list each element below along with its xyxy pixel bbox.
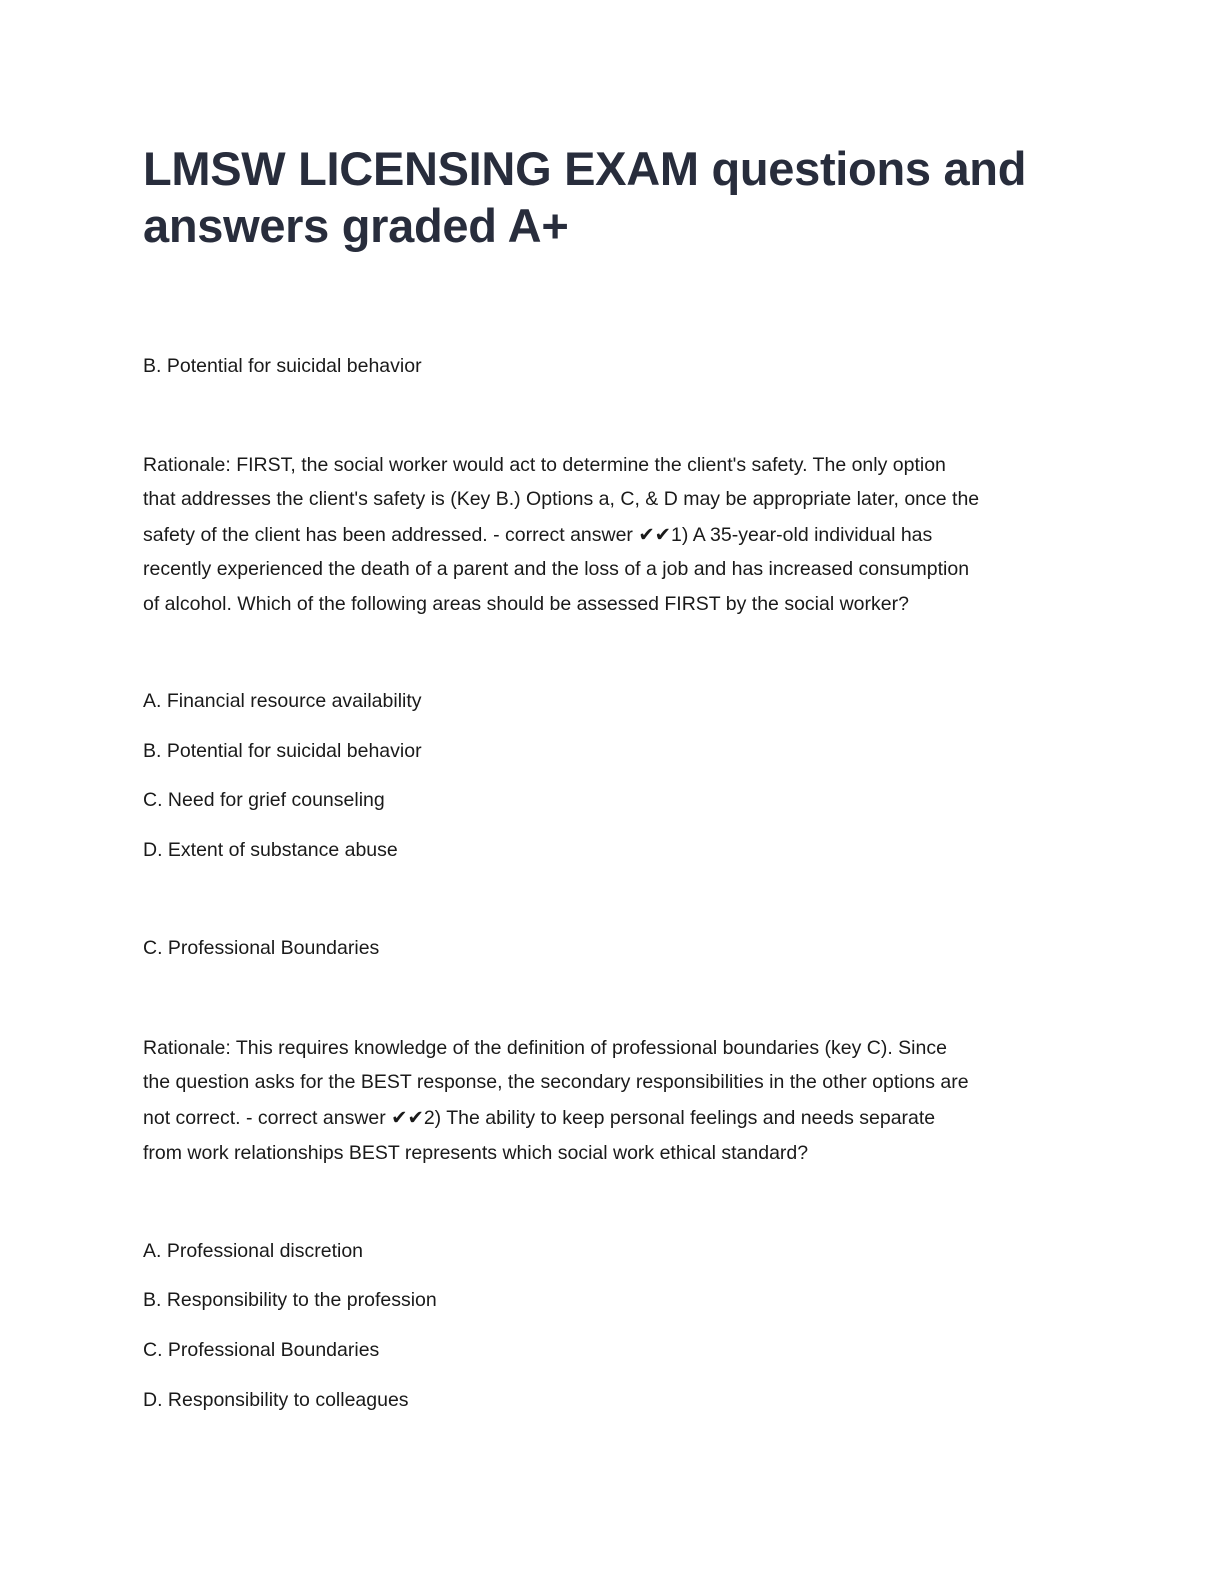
q2-option-d: D. Responsibility to colleagues	[143, 1389, 409, 1411]
q2-option-a: A. Professional discretion	[143, 1240, 364, 1262]
q1-rationale-line: Rationale: FIRST, the social worker would act to determine the client's safety. The only option	[143, 454, 946, 476]
title-line: answers graded A+	[143, 199, 569, 252]
q1-rationale-line: of alcohol. Which of the following areas should be assessed FIRST by the social worker?	[143, 593, 909, 615]
q2-answer: C. Professional Boundaries	[143, 937, 380, 959]
q1-option-d: D. Extent of substance abuse	[143, 839, 398, 861]
q1-rationale-line: safety of the client has been addressed. - correct answer ✔✔1) A 35-year-old individual has	[143, 524, 933, 546]
q1-answer: B. Potential for suicidal behavior	[143, 355, 422, 377]
document-title	[143, 140, 1026, 254]
q2-rationale-line: the question asks for the BEST response, the secondary responsibilities in the other options are	[143, 1071, 969, 1093]
q2-rationale-line: Rationale: This requires knowledge of the definition of professional boundaries (key C). Since	[143, 1037, 947, 1059]
q1-option-b: B. Potential for suicidal behavior	[143, 740, 422, 762]
q2-option-c: C. Professional Boundaries	[143, 1339, 380, 1361]
q2-rationale-line: from work relationships BEST represents which social work ethical standard?	[143, 1142, 809, 1164]
title-line: LMSW LICENSING EXAM questions and	[143, 142, 1027, 195]
q1-rationale-line: that addresses the client's safety is (Key B.) Options a, C, & D may be appropriate later, once the	[143, 488, 980, 510]
q2-rationale-line: not correct. - correct answer ✔✔2) The ability to keep personal feelings and needs separate	[143, 1107, 936, 1129]
q1-rationale-line: recently experienced the death of a parent and the loss of a job and has increased consumption	[143, 558, 970, 580]
q1-option-a: A. Financial resource availability	[143, 690, 422, 712]
q2-option-b: B. Responsibility to the profession	[143, 1289, 437, 1311]
q1-option-c: C. Need for grief counseling	[143, 789, 385, 811]
